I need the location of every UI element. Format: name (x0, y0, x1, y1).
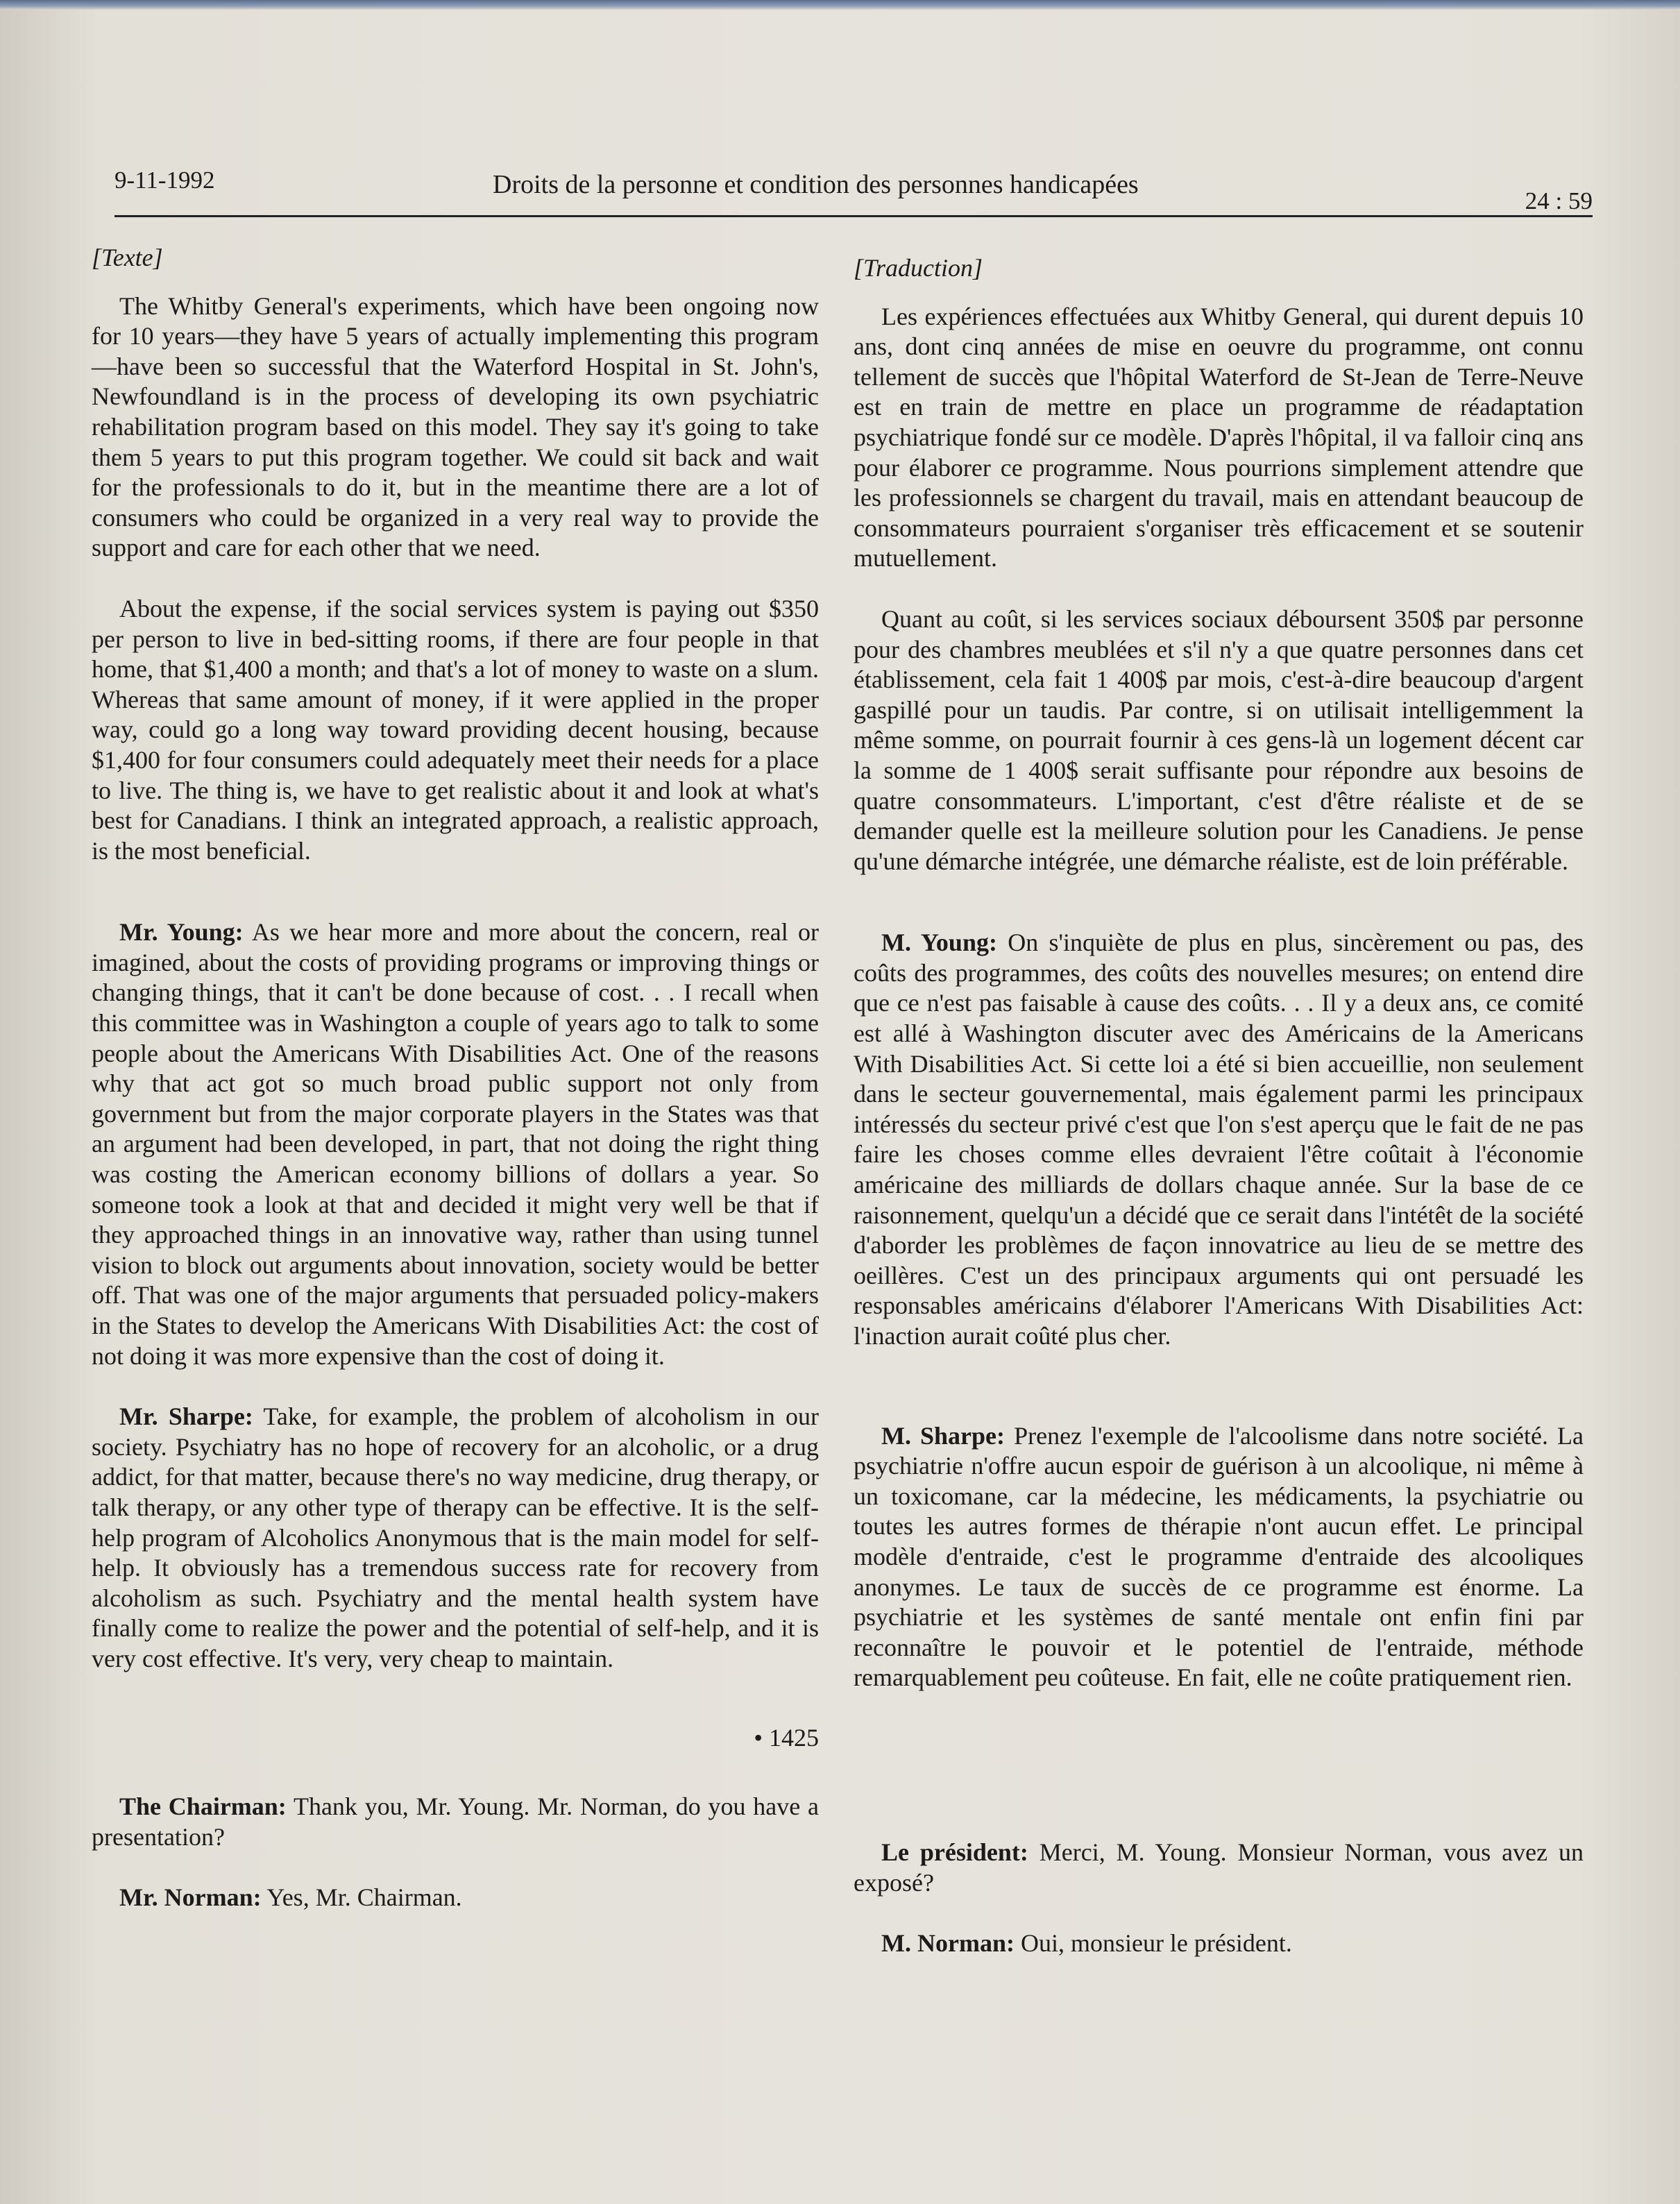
page-header (114, 160, 1593, 217)
statement-young (92, 917, 819, 1371)
time-marker: • 1425 (754, 1723, 819, 1752)
speaker-name: Mr. Sharpe: (119, 1402, 253, 1431)
speaker-name: M. Sharpe: (881, 1421, 1006, 1450)
statement-text: Thank you, Mr. Young. Mr. Norman, do you have a presentation? (92, 1792, 820, 1851)
statement-text: As we hear more and more about the concern, real or imagined, about the costs of providing programs or improving things or changing things, that it can't be done because of cost. . . I recall when this committee was in Washington a couple of years ago to talk to some people about the Americans With Disabilities Act. One of the reasons why that act got so much broad public support not only from government but from the major corporate players in the States was that an argument had been developed, in part, that not doing the right thing was costing the American economy billions of dollars a year. So someone took a look at that and decided it might very well be that if they approached things in an innovative way, rather than using tunnel vision to block out arguments about innovation, society would be better off. That was one of the major arguments that persuaded policy-makers in the States to develop the Americans With Disabilities Act: the cost of not doing it was more expensive than the cost of doing it. (92, 918, 820, 1370)
statement-text: Prenez l'exemple de l'alcoolisme dans notre société. La psychiatrie n'offre aucun espoir de guérison à un alcoolique, ni même à un toxicomane, car la médecine, les médicaments, la psychiatrie ou toutes les autres formes de thérapie n'ont aucun effet. Le principal modèle d'entraide, c'est le programme d'entraide des alcooliques anonymes. Le taux de succès de ce programme est énorme. La psychiatrie et les systèmes de santé mentale ont enfin fini par reconnaître le pouvoir et le potentiel de l'entraide, méthode remarquablement peu coûteuse. En fait, elle ne coûte pratiquement rien. (854, 1421, 1584, 1692)
statement-text: On s'inquiète de plus en plus, sincèrement ou pas, des coûts des programmes, des coûts des nouvelles mesures; on entend dire que ce n'est pas faisable à cause des coûts. . . Il y a deux ans, ce comité est allé à Washington discuter avec des Américains de la Americans With Disabilities Act. Si cette loi a été si bien accueillie, non seulement dans le secteur gouvernemental, mais également parmi les principaux intéressés du secteur privé c'est que l'on s'est aperçu que le fait de ne pas faire les choses comme elles devraient l'être coûtait à l'économie américaine des milliards de dollars chaque année. Sur la base de ce raisonnement, quelqu'un a décidé que ce serait dans l'intétêt de la société d'aborder les problèmes de façon innovatrice au lieu de se mettre des oeillères. C'est un des principaux arguments qui ont persuadé les responsables américains d'élaborer l'Americans With Disabilities Act: l'inaction aurait coûté plus cher. (854, 929, 1584, 1350)
statement-text: Oui, monsieur le président. (1020, 1929, 1292, 1958)
header-page-number: 24 : 59 (1525, 187, 1593, 214)
french-column (854, 253, 1584, 1990)
statement-young-fr (854, 928, 1584, 1351)
statement-text: Merci, M. Young. Monsieur Norman, vous avez un exposé? (854, 1838, 1584, 1897)
speaker-name: M. Norman: (881, 1929, 1015, 1958)
speaker-name: M. Young: (881, 929, 997, 957)
statement-text: Yes, Mr. Chairman. (266, 1883, 462, 1912)
section-tag-text: [Texte] (92, 244, 163, 271)
section-tag-translation: [Traduction] (854, 254, 983, 282)
statement-chairman (92, 1792, 819, 1852)
statement-sharpe (92, 1402, 819, 1674)
statement-norman-fr (854, 1928, 1584, 1959)
speaker-name: Mr. Norman: (119, 1883, 262, 1912)
statement-text: Take, for example, the problem of alcoholism in our society. Psychiatry has no hope of recovery for an alcoholic, or a drug addict, for that matter, because there's no way medicine, drug therapy, or talk therapy, or any other type of therapy can be effective. It is the self-help program of Alcoholics Anonymous that is the main model for self-help. It obviously has a tremendous success rate for recovery from alcoholism as such. Psychiatry and the mental health system have finally come to realize the power and the potential of self-help, and it is very cost effective. It's very, very cheap to maintain. (92, 1402, 819, 1672)
header-date: 9-11-1992 (114, 167, 215, 194)
statement-sharpe-fr (854, 1421, 1584, 1693)
paragraph-whitby-fr: Les expériences effectuées aux Whitby General, qui durent depuis 10 ans, dont cinq années de mise en oeuvre du programme, ont connu tellement de succès que l'hôpital Waterford de St-Jean de Terre-Neuve est en train de mettre en place un programme de réadaptation psychiatrique fondé sur ce modèle. D'après l'hôpital, il va falloir cinq ans pour élaborer ce programme. Nous pourrions simplement attendre que les professionnels se chargent du travail, mais en attendant beaucoup de consommateurs pourraient s'organiser très efficacement et se soutenir mutuellement. (854, 302, 1584, 573)
speaker-name: Le président: (881, 1838, 1028, 1866)
header-title: Droits de la personne et condition des personnes handicapées (493, 170, 1139, 199)
statement-norman (92, 1883, 819, 1913)
speaker-name: Mr. Young: (119, 918, 244, 947)
english-column (92, 243, 819, 1944)
speaker-name: The Chairman: (119, 1792, 287, 1821)
statement-president-fr (854, 1838, 1584, 1898)
binder-edge (0, 0, 1680, 10)
paragraph-expense-fr: Quant au coût, si les services sociaux déboursent 350$ par personne pour des chambres meublées et s'il n'y a que quatre personnes dans cet établissement, cela fait 1 400$ par mois, c'est-à-dire beaucoup d'argent gaspillé pour un taudis. Par contre, si on utilisait intelligemment la même somme, on pourrait fournir à ces gens-là un logement décent car la somme de 1 400$ serait suffisante pour répondre aux besoins de quatre consommateurs. L'important, c'est d'être réaliste et de se demander quelle est la meilleure solution pour les Canadiens. Je pense qu'une démarche intégrée, une démarche réaliste, est de loin préférable. (854, 604, 1584, 875)
paragraph-whitby: The Whitby General's experiments, which have been ongoing now for 10 years—they have 5 years of actually implementing this program—have been so successful that the Waterford Hospital in St. John's, Newfoundland is in the process of developing its own psychiatric rehabilitation program based on this model. They say it's going to take them 5 years to put this program together. We could sit back and wait for the professionals to do it, but in the meantime there are a lot of consumers who could be organized in a very real way to provide the support and care for each other that we need. (92, 291, 819, 562)
paragraph-expense: About the expense, if the social services system is paying out $350 per person to live in bed-sitting rooms, if there are four people in that home, that $1,400 a month; and that's a lot of money to waste on a slum. Whereas that same amount of money, if it were applied in the proper way, could go a long way toward providing decent housing, because $1,400 for four consumers could adequately meet their needs for a place to live. The thing is, we have to get realistic about it and look at what's best for Canadians. I think an integrated approach, a realistic approach, is the most beneficial. (92, 594, 819, 865)
